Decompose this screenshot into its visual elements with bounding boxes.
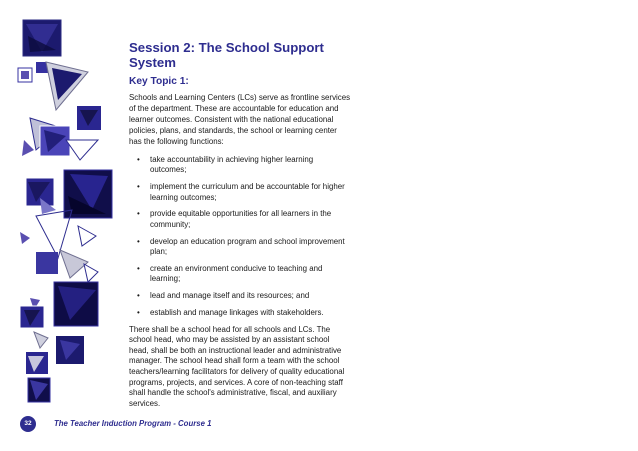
- list-item: [129, 291, 351, 301]
- list-item-text: implement the curriculum and be accountable for higher learning outcomes;: [150, 182, 345, 202]
- list-item-text: provide equitable opportunities for all learners in the community;: [150, 209, 332, 229]
- list-item: [129, 182, 351, 203]
- list-item-text: create an environment conducive to teaching and learning;: [150, 263, 323, 284]
- bullet-icon: •: [137, 236, 140, 246]
- list-item-text: lead and manage itself and its resources; and: [150, 291, 310, 301]
- list-item-text: develop an education program and school improvement plan;: [150, 236, 345, 257]
- list-item: [129, 155, 351, 176]
- bullet-icon: •: [137, 155, 140, 164]
- functions-list: [129, 155, 351, 318]
- list-item-text: take accountability in achieving higher learning outcomes;: [150, 155, 314, 175]
- list-item: [129, 237, 351, 258]
- bullet-icon: •: [137, 291, 140, 301]
- session-title: Session 2: The School Support System: [129, 40, 324, 70]
- list-item: [129, 264, 351, 285]
- course-title: The Teacher Induction Program - Course 1: [54, 419, 212, 428]
- page-number-badge: 32: [20, 416, 36, 432]
- intro-paragraph: Schools and Learning Centers (LCs) serve as frontline services of the department. These are accountable for education and learner outcomes. Consistent with the national educational policies, plans, and standards, the school or learning center has the following functions:: [129, 93, 351, 146]
- bullet-icon: •: [137, 209, 140, 219]
- list-item: [129, 209, 351, 230]
- list-item-text: establish and manage linkages with stakeholders.: [150, 307, 324, 317]
- bullet-icon: •: [137, 307, 140, 317]
- list-item: [129, 308, 351, 318]
- key-topic-heading: Key Topic 1:: [129, 76, 189, 87]
- bullet-icon: •: [137, 263, 140, 273]
- content-column: [129, 40, 351, 409]
- closing-paragraph: There shall be a school head for all schools and LCs. The school head, who may be assisted by an assistant school head, shall be both an instructional leader and administrative manager. The school head shall form a team with the school teachers/learning facilitators for delivery of quality educational programs, projects, and services. A core of non-teaching staff shall handle the school's administrative, fiscal, and auxiliary services.: [129, 324, 345, 408]
- geometric-decoration: [0, 0, 120, 410]
- bullet-icon: •: [137, 182, 140, 192]
